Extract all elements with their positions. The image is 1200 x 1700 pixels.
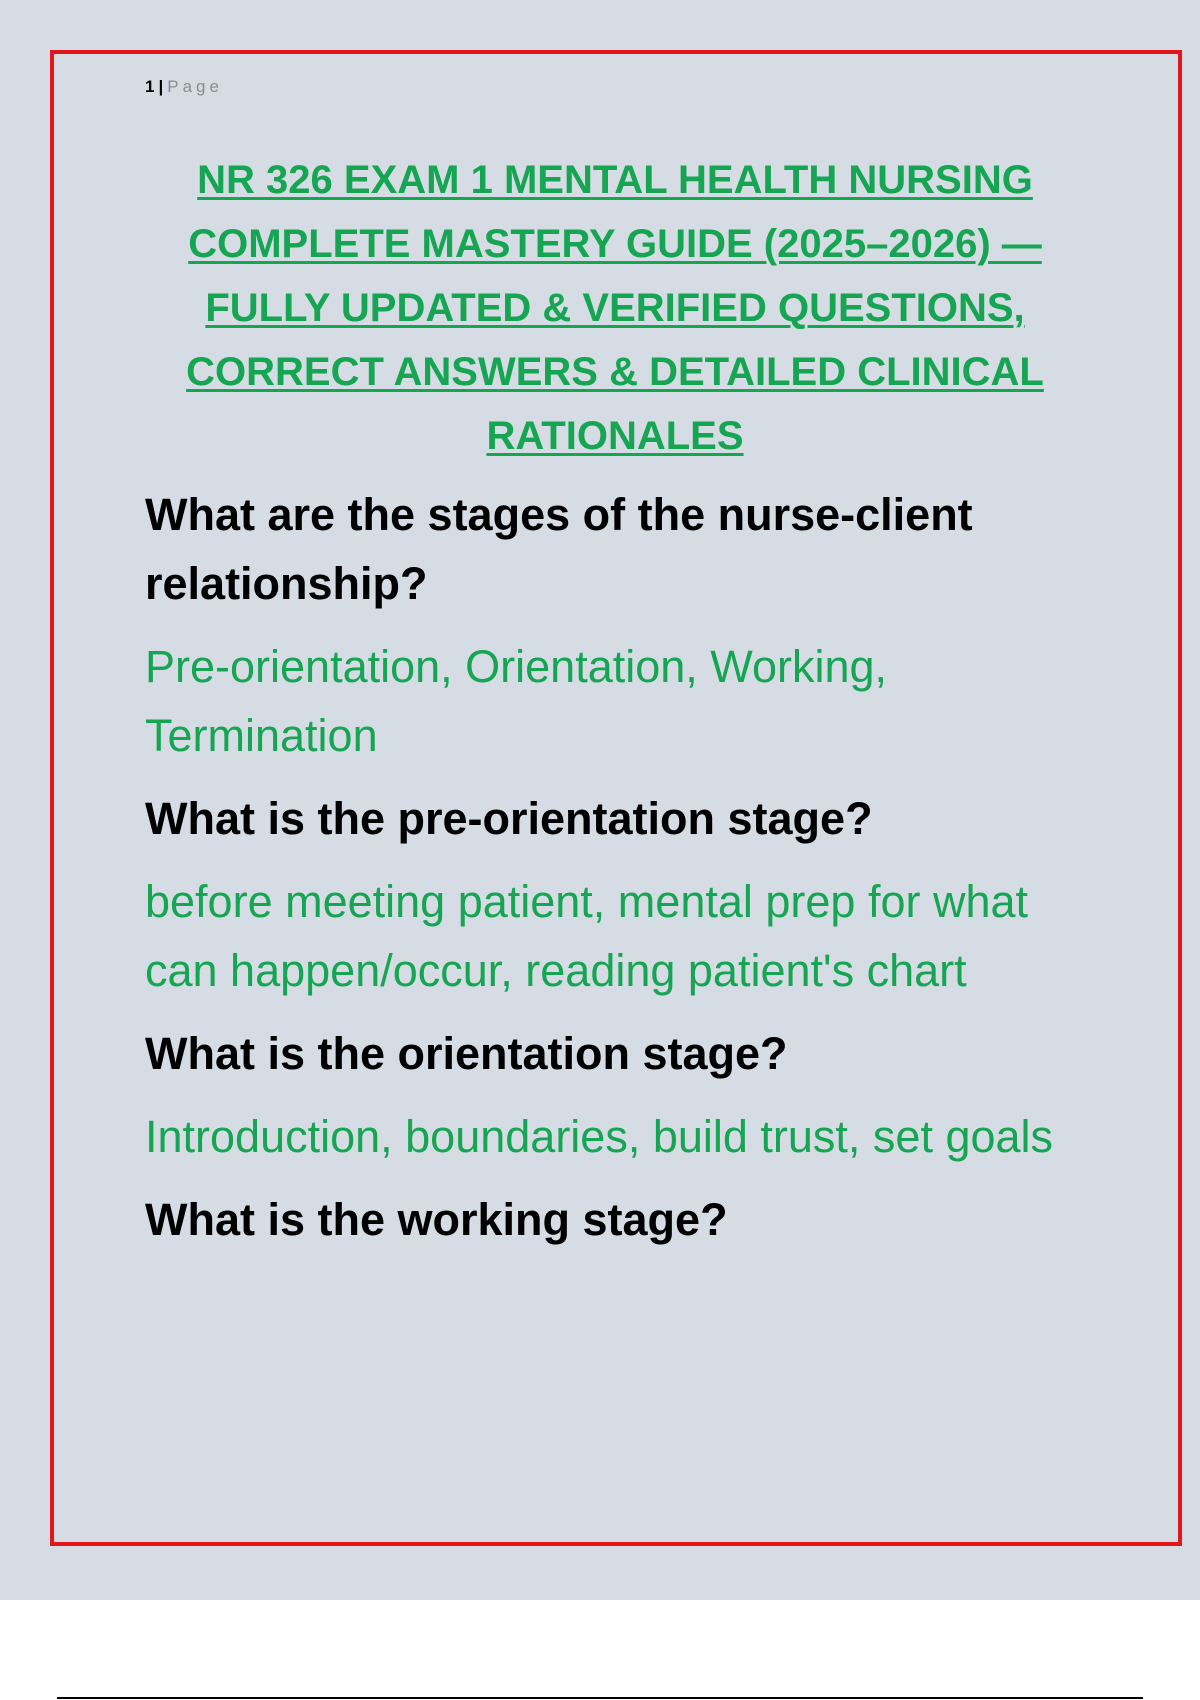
answer-1: Pre-orientation, Orientation, Working, Termination [145, 641, 888, 761]
page-number-separator: | [158, 77, 165, 96]
qa-list [145, 480, 1085, 1268]
document-title: NR 326 EXAM 1 MENTAL HEALTH NURSING COMPLETE MASTERY GUIDE (2025–2026) — FULLY UPDATED & VERIFIED QUESTIONS, CORRECT ANSWERS & DETAILED CLINICAL RATIONALES [186, 158, 1044, 458]
answer-3: Introduction, boundaries, build trust, set goals [145, 1111, 1054, 1162]
page-number-header [145, 77, 223, 97]
page-label: Page [167, 77, 223, 96]
footer-divider [57, 1697, 1143, 1699]
question-3: What is the orientation stage? [145, 1028, 788, 1079]
question-1: What are the stages of the nurse-client relationship? [145, 489, 973, 609]
question-2: What is the pre-orientation stage? [145, 793, 873, 844]
page-number: 1 [145, 77, 156, 96]
answer-2: before meeting patient, mental prep for what can happen/occur, reading patient's chart [145, 876, 1029, 996]
question-4: What is the working stage? [145, 1194, 728, 1245]
